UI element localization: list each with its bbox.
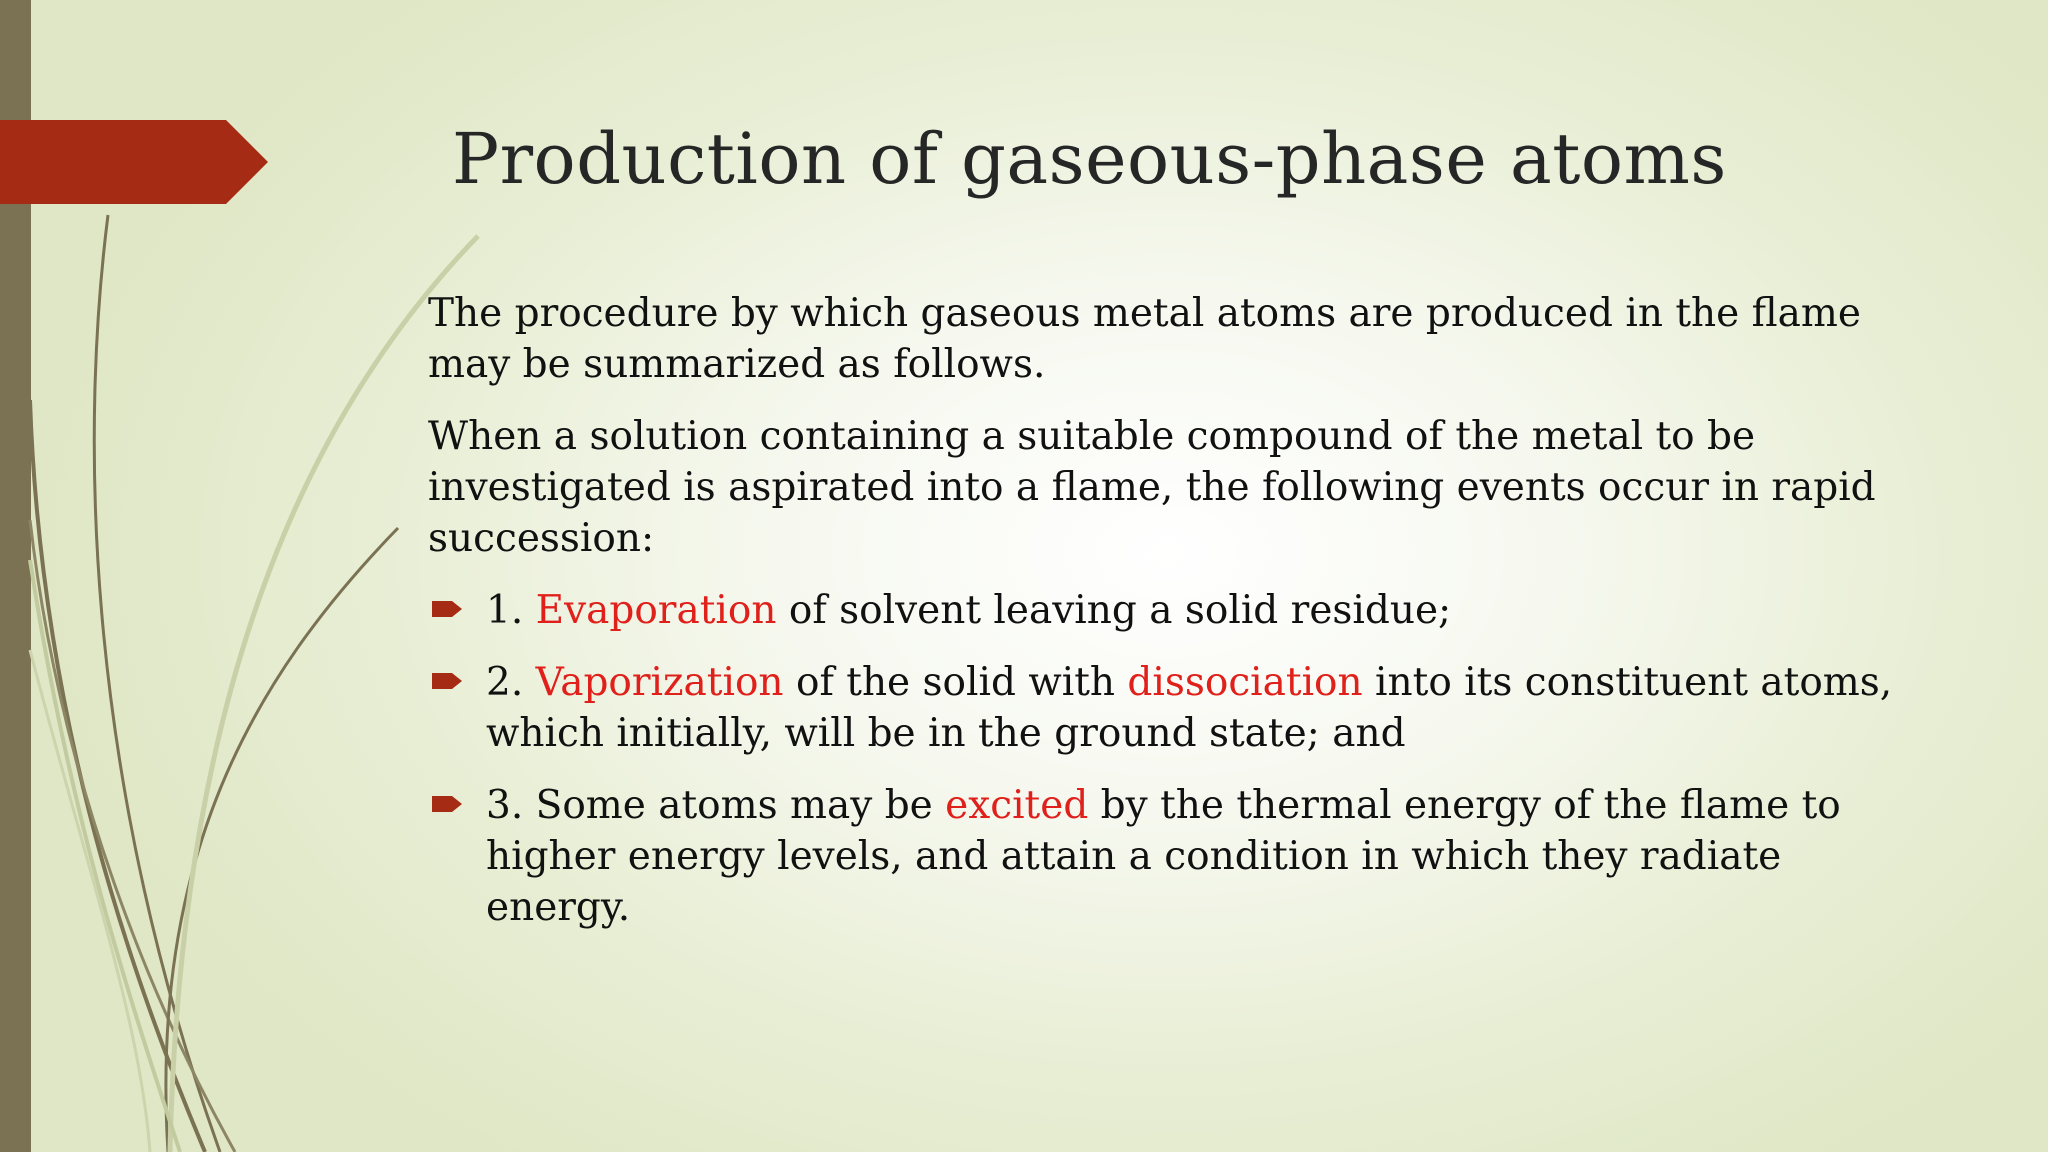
term-dissociation: dissociation — [1127, 660, 1363, 705]
slide-body — [428, 288, 1908, 954]
arrow-bullet-icon — [432, 599, 462, 619]
context-paragraph: When a solution containing a suitable compound of the metal to be investigated is aspirated into a flame, the following events occur in rapid succession: — [428, 414, 1876, 561]
bullet-item-3 — [428, 780, 1908, 933]
bullet-2-prefix: 2. — [486, 660, 536, 705]
bullet-1-text: of solvent leaving a solid residue; — [776, 588, 1452, 633]
bullet-3-text: by the thermal energy of the flame to higher energy levels, and attain a condition in which they radiate energy. — [486, 783, 1841, 930]
arrow-bullet-icon — [432, 794, 462, 814]
bullet-item-2 — [428, 657, 1908, 759]
bullet-1-prefix: 1. — [486, 588, 536, 633]
bullet-item-1 — [428, 585, 1908, 636]
term-excited: excited — [945, 783, 1089, 828]
bullet-3-prefix: 3. Some atoms may be — [486, 783, 946, 828]
term-vaporization: Vaporization — [535, 660, 784, 705]
term-evaporation: Evaporation — [535, 588, 777, 633]
bullet-2-text-b: into its constituent atoms, which initially, will be in the ground state; and — [486, 660, 1893, 756]
slide-title: Production of gaseous-phase atoms — [452, 118, 1727, 200]
bullet-2-text-a: of the solid with — [783, 660, 1128, 705]
intro-paragraph: The procedure by which gaseous metal atoms are produced in the flame may be summarized as follows. — [428, 291, 1861, 387]
title-accent-arrow — [0, 120, 268, 204]
arrow-bullet-icon — [432, 671, 462, 691]
